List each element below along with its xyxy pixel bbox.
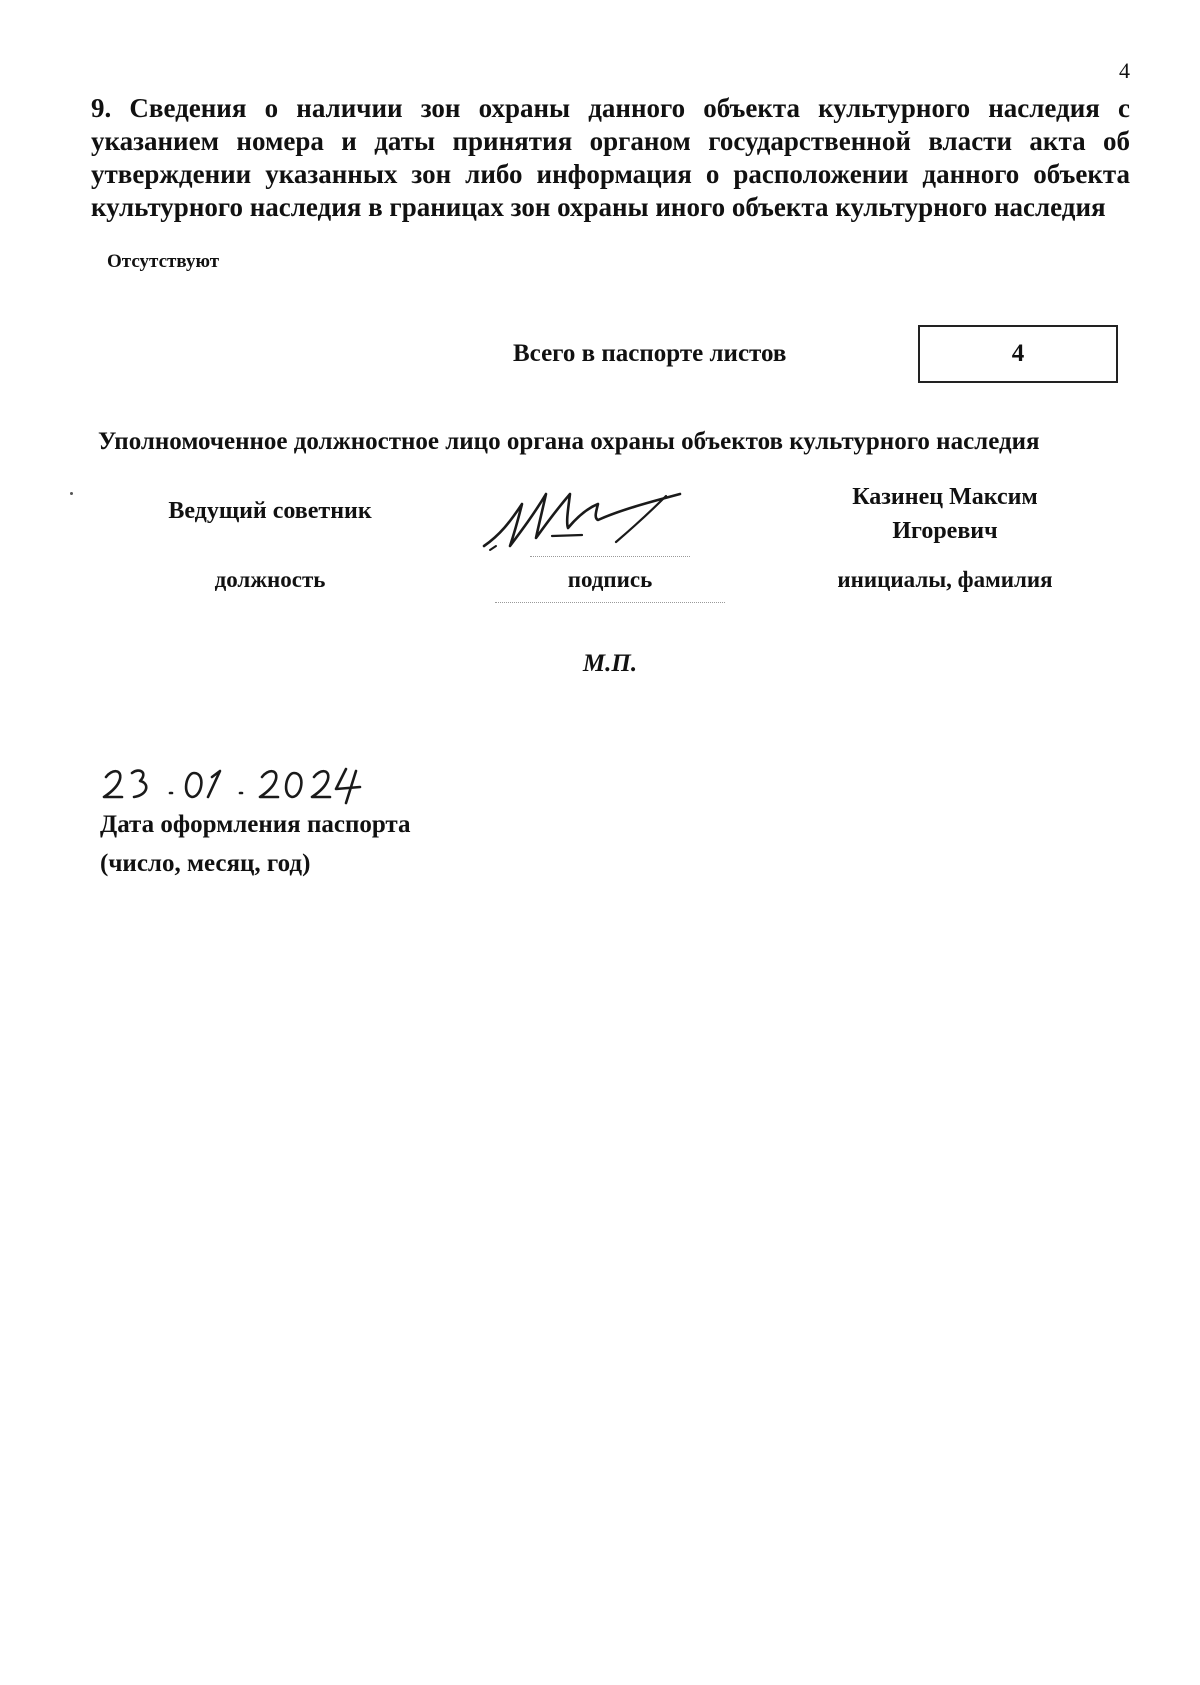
official-name-line: Казинец Максим bbox=[852, 484, 1038, 510]
caption-signature: подпись bbox=[567, 567, 653, 592]
scan-speck bbox=[70, 492, 73, 495]
page-number: 4 bbox=[1119, 58, 1130, 83]
section-9-heading bbox=[91, 92, 1130, 224]
caption-initials-surname: инициалы, фамилия bbox=[837, 567, 1053, 592]
caption-position: должность bbox=[214, 567, 326, 592]
total-sheets-count: 4 bbox=[1011, 340, 1025, 367]
handwritten-signature bbox=[470, 480, 730, 560]
section-heading-line: культурного наследия в границах зон охраны иного объекта культурного наследия bbox=[91, 192, 1106, 222]
section-heading-line: утверждении указанных зон либо информация о расположении данного объекта bbox=[91, 159, 1130, 189]
signature-dotted-line bbox=[495, 602, 725, 603]
handwritten-issue-date bbox=[98, 755, 398, 805]
authorized-official-heading: Уполномоченное должностное лицо органа охраны объектов культурного наследия bbox=[98, 428, 1040, 455]
total-sheets-label: Всего в паспорте листов bbox=[513, 340, 787, 367]
signature-dotted-line bbox=[530, 556, 690, 557]
stamp-place: М.П. bbox=[582, 650, 638, 677]
total-sheets-box bbox=[918, 325, 1118, 383]
official-full-name bbox=[810, 480, 1080, 548]
official-position: Ведущий советник bbox=[168, 498, 372, 524]
issue-date-label-line: (число, месяц, год) bbox=[100, 850, 311, 877]
issue-date-label bbox=[100, 805, 411, 883]
section-heading-line: указанием номера и даты принятия органом государственной власти акта об bbox=[91, 126, 1130, 156]
section-heading-line: 9. Сведения о наличии зон охраны данного объекта культурного наследия с bbox=[91, 93, 1130, 123]
issue-date-label-line: Дата оформления паспорта bbox=[100, 811, 411, 838]
official-name-line: Игоревич bbox=[892, 518, 998, 544]
section-9-value: Отсутствуют bbox=[107, 251, 220, 272]
